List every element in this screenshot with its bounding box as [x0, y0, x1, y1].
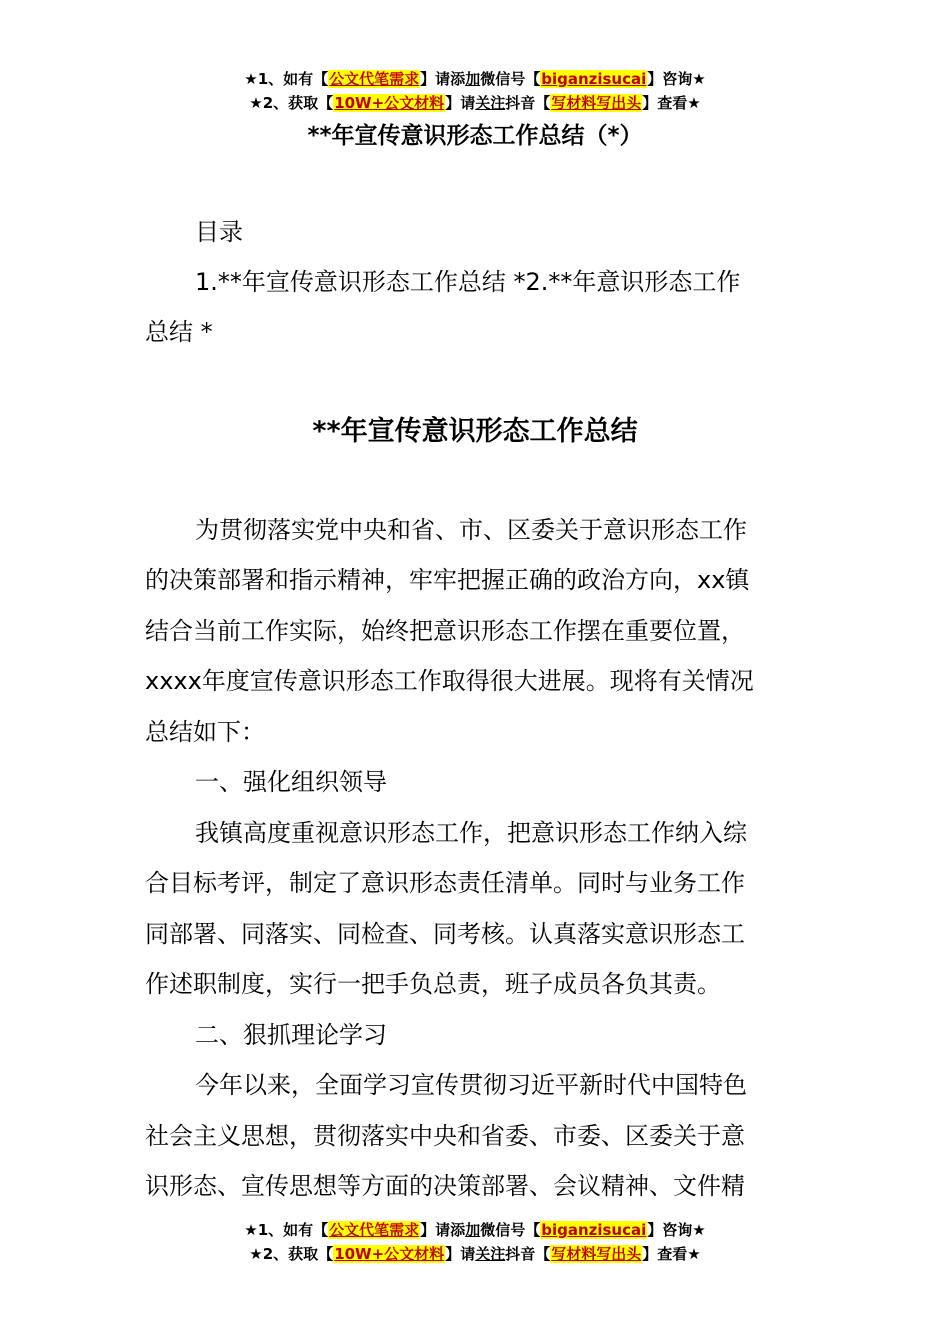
paragraph-line: 社会主义思想，贯彻落实中央和省委、市委、区委关于意 [145, 1122, 745, 1150]
promo-text: 抖音【 [505, 1245, 551, 1263]
section-heading: 一、强化组织领导 [195, 768, 387, 796]
promo-wechat-id: biganzisucai [541, 1221, 647, 1239]
promo-text: 】请添 [420, 1221, 466, 1239]
paragraph-line: xxxx年度宣传意识形态工作取得很大进展。现将有关情况 [145, 667, 754, 695]
promo-underlined: 关注 [475, 1245, 506, 1263]
paragraph-line: 结合当前工作实际，始终把意识形态工作摆在重要位置， [145, 617, 745, 645]
promo-douyin-id: 写材料写出头 [551, 1245, 642, 1263]
promo-highlight: 10W+公文材料 [334, 94, 445, 112]
promo-douyin-id: 写材料写出头 [551, 94, 642, 112]
promo-text: ★2、获取【 [249, 1245, 334, 1263]
toc-entry: 总结 * [145, 318, 213, 346]
section-heading: 二、狠抓理论学习 [195, 1021, 387, 1049]
promo-text: 微信号【 [480, 70, 541, 88]
promo-line-2 [0, 92, 950, 114]
toc-heading: 目录 [195, 218, 243, 246]
promo-text: 】查看★ [642, 94, 701, 112]
promo-underlined: 加 [465, 1221, 481, 1239]
promo-underlined: 关注 [475, 94, 506, 112]
promo-text: 微信号【 [480, 1221, 541, 1239]
promo-wechat-id: biganzisucai [541, 70, 647, 88]
section-title: **年宣传意识形态工作总结 [312, 416, 638, 447]
promo-text: 】请 [445, 94, 476, 112]
promo-text: ★1、如有【 [244, 70, 329, 88]
paragraph-line: 总结如下： [145, 718, 265, 746]
toc-entry: 1.**年宣传意识形态工作总结 *2.**年意识形态工作 [195, 268, 741, 296]
promo-highlight: 10W+公文材料 [334, 1245, 445, 1263]
promo-line-2-bottom [0, 1243, 950, 1265]
paragraph-line: 合目标考评，制定了意识形态责任清单。同时与业务工作 [145, 869, 745, 897]
paragraph-line: 为贯彻落实党中央和省、市、区委关于意识形态工作 [195, 516, 747, 544]
promo-underlined: 加 [465, 70, 481, 88]
promo-text: 】请 [445, 1245, 476, 1263]
promo-text: 】咨询★ [647, 70, 706, 88]
paragraph-line: 同部署、同落实、同检查、同考核。认真落实意识形态工 [145, 920, 745, 948]
document-title: **年宣传意识形态工作总结（*） [307, 123, 643, 149]
paragraph-line: 今年以来，全面学习宣传贯彻习近平新时代中国特色 [195, 1071, 747, 1099]
paragraph-line: 我镇高度重视意识形态工作，把意识形态工作纳入综 [195, 819, 747, 847]
promo-line-1 [0, 68, 950, 90]
promo-text: 抖音【 [505, 94, 551, 112]
promo-text: 】请添 [420, 70, 466, 88]
promo-text: ★1、如有【 [244, 1221, 329, 1239]
promo-text: 】咨询★ [647, 1221, 706, 1239]
paragraph-line: 的决策部署和指示精神，牢牢把握正确的政治方向，xx镇 [145, 566, 750, 594]
promo-highlight: 公文代笔需求 [329, 70, 420, 88]
paragraph-line: 识形态、宣传思想等方面的决策部署、会议精神、文件精 [145, 1172, 745, 1200]
paragraph-line: 作述职制度，实行一把手负总责，班子成员各负其责。 [145, 970, 721, 998]
promo-highlight: 公文代笔需求 [329, 1221, 420, 1239]
promo-text: ★2、获取【 [249, 94, 334, 112]
promo-line-1-bottom [0, 1219, 950, 1241]
promo-text: 】查看★ [642, 1245, 701, 1263]
